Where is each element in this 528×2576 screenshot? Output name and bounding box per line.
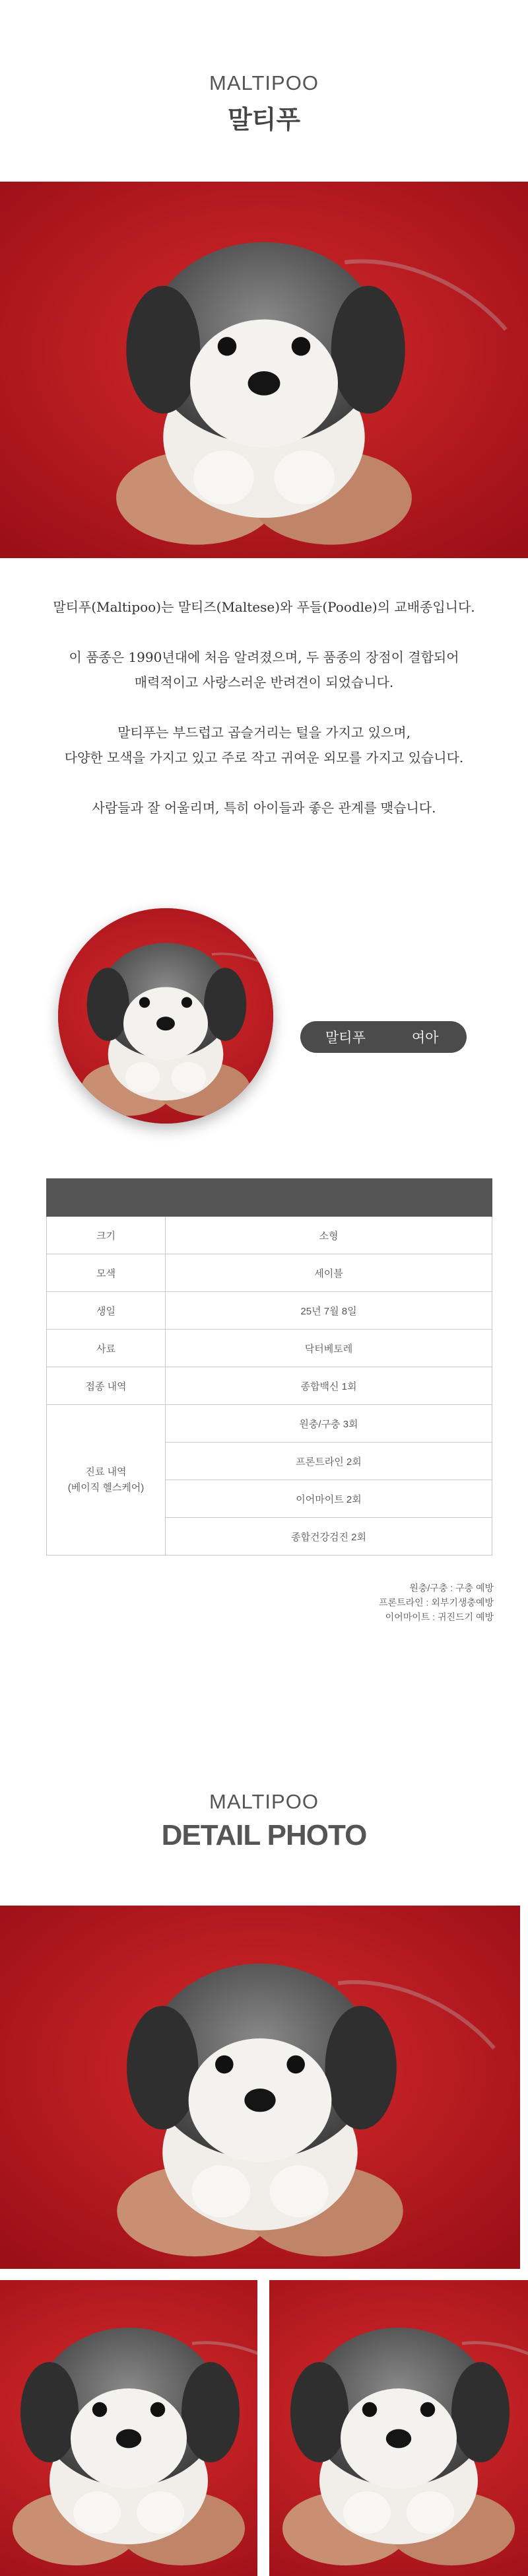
care-value: 이어마이트 2회 (166, 1480, 492, 1518)
row-label: 생일 (47, 1292, 166, 1330)
row-label: 크기 (47, 1217, 166, 1254)
table-header-left (47, 1179, 166, 1217)
note-line: 프론트라인 : 외부기생충예방 (379, 1597, 494, 1608)
care-label-line2: (베이직 헬스케어) (67, 1482, 145, 1493)
table-row (47, 1405, 492, 1443)
hero-puppy-photo (0, 182, 528, 558)
profile-circle-photo (58, 908, 273, 1124)
care-label-line1: 진료 내역 (85, 1466, 127, 1478)
row-label: 접종 내역 (47, 1367, 166, 1405)
care-notes (379, 1581, 494, 1624)
intro-text (0, 594, 528, 845)
detail-title-en: MALTIPOO (209, 1790, 319, 1813)
breed-gender-pill (300, 1021, 467, 1053)
hero-title-block (0, 0, 528, 182)
row-value: 종합백신 1회 (166, 1367, 492, 1405)
gender-label: 여아 (411, 1030, 439, 1046)
intro-paragraph-2: 이 품종은 1990년대에 처음 알려졌으며, 두 품종의 장점이 결합되어 매력적이고 사랑스러운 반려견이 되었습니다. (69, 649, 459, 690)
detail-photo-right (269, 2280, 528, 2576)
table-row (47, 1292, 492, 1330)
care-label (47, 1405, 166, 1556)
breed-label: 말티푸 (325, 1030, 366, 1046)
intro-paragraph-1: 말티푸(Maltipoo)는 말티즈(Maltese)와 푸들(Poodle)의 교배종입니다. (53, 599, 475, 615)
row-value: 닥터베토레 (166, 1330, 492, 1367)
intro-paragraph-4: 사람들과 잘 어울리며, 특히 아이들과 좋은 관계를 맺습니다. (92, 800, 436, 816)
note-line: 원충/구충 : 구충 예방 (409, 1583, 494, 1593)
row-value: 25년 7월 8일 (166, 1292, 492, 1330)
table-row (47, 1217, 492, 1254)
care-value: 종합건강검진 2회 (166, 1518, 492, 1556)
row-value: 소형 (166, 1217, 492, 1254)
note-line: 이어마이트 : 귀진드기 예방 (385, 1612, 494, 1622)
detail-photo-large (0, 1906, 520, 2269)
table-row (47, 1254, 492, 1292)
table-header-right (166, 1179, 492, 1217)
detail-title-big: DETAIL PHOTO (161, 1819, 367, 1851)
table-row (47, 1330, 492, 1367)
info-table (46, 1178, 492, 1556)
intro-paragraph-3: 말티푸는 부드럽고 곱슬거리는 털을 가지고 있으며, 다양한 모색을 가지고 있고 주로 작고 귀여운 외모를 가지고 있습니다. (64, 725, 464, 766)
care-value: 프론트라인 2회 (166, 1443, 492, 1480)
row-label: 사료 (47, 1330, 166, 1367)
detail-photo-left (0, 2280, 257, 2576)
care-value: 원충/구충 3회 (166, 1405, 492, 1443)
table-row (47, 1367, 492, 1405)
hero-title-en: MALTIPOO (209, 71, 319, 94)
row-label: 모색 (47, 1254, 166, 1292)
row-value: 세이블 (166, 1254, 492, 1292)
hero-title-ko: 말티푸 (227, 106, 301, 134)
table-header-row (47, 1179, 492, 1217)
